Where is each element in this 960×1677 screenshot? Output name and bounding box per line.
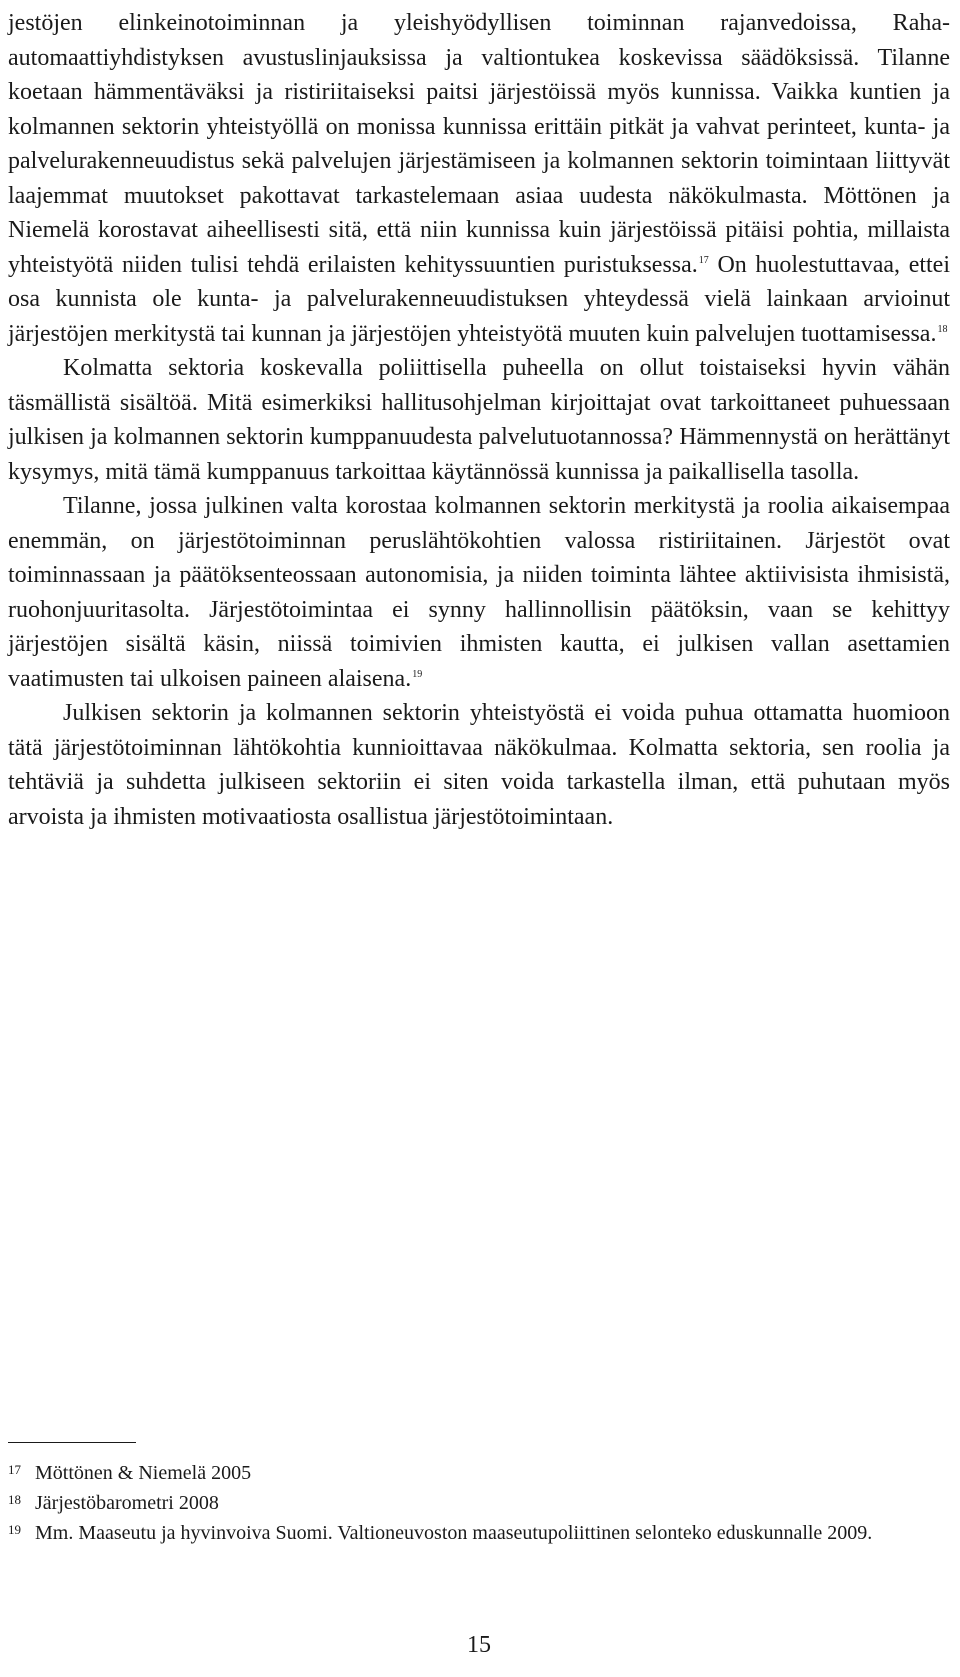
body-paragraph xyxy=(8,489,950,696)
footnote-number: 17 xyxy=(8,1462,21,1477)
footnote-item xyxy=(8,1488,950,1518)
footnote-number: 18 xyxy=(8,1492,21,1507)
footnote-reference: 19 xyxy=(412,668,423,680)
paragraph-text: Julkisen sektorin ja kolmannen sektorin yhteistyöstä ei voida puhua ottamatta huomioon tätä järjestötoiminnan lähtökohtia kunnioittavaa näkökulmaa. Kolmatta sektoria, sen roolia ja tehtäviä ja suhdetta julkiseen sektoriin ei siten voida tarkastella ilman, että puhutaan myös arvoista ja ihmisten motivaatiosta osallistua järjestötoimintaan. xyxy=(8,700,950,830)
body-paragraph xyxy=(8,6,950,351)
body-paragraph xyxy=(8,351,950,489)
footnote-reference: 17 xyxy=(698,254,709,266)
document-page xyxy=(8,0,950,1677)
footnote-text: Mm. Maaseutu ja hyvinvoiva Suomi. Valtioneuvoston maaseutupoliittinen selonteko eduskunnalle 2009. xyxy=(35,1522,873,1544)
footnote-item xyxy=(8,1518,950,1548)
paragraph-text: On huolestuttavaa, ettei osa kunnista ole kunta- ja palvelurakenneuudistuksen yhteydessä vielä lainkaan arvioinut järjestöjen merkitystä tai kunnan ja järjestöjen yhteistyötä muuten kuin palvelujen tuottamisessa. xyxy=(8,251,951,347)
body-paragraph xyxy=(8,696,950,834)
paragraph-text: jestöjen elinkeinotoiminnan ja yleishyödyllisen toiminnan rajanvedoissa, Rahaautomaattiyhdistyksen avustuslinjauksissa ja valtiontukea koskevissa säädöksissä. Tilanne koetaan hämmentäväksi ja ristiriitaiseksi paitsi järjestöissä myös kunnissa. Vaikka kuntien ja kolmannen sektorin yhteistyöllä on monissa kunnissa erittäin pitkät ja vahvat perinteet, kunta- ja palvelurakenneuudistus sekä palvelujen järjestämiseen ja kolmannen sektorin toimintaan liittyvät laajemmat muutokset pakottavat tarkastelemaan asiaa uudesta näkökulmasta. Möttönen ja Niemelä korostavat aiheellisesti sitä, että niin kunnissa kuin järjestöissä pitäisi pohtia, millaista yhteistyötä niiden tulisi tehdä erilaisten kehityssuuntien puristuksessa. xyxy=(8,10,950,278)
paragraph-text: Kolmatta sektoria koskevalla poliittisella puheella on ollut toistaiseksi hyvin vähän täsmällistä sisältöä. Mitä esimerkiksi hallitusohjelman kirjoittajat ovat tarkoittaneet puhuessaan julkisen ja kolmannen sektorin kumppanuudesta palvelutuotannossa? Hämmennystä on herättänyt kysymys, mitä tämä kumppanuus tarkoittaa käytännössä kunnissa ja paikallisella tasolla. xyxy=(8,355,950,485)
footnote-number: 19 xyxy=(8,1522,21,1537)
footnote-item xyxy=(8,1458,950,1488)
footnotes xyxy=(8,1458,950,1548)
footnote-divider xyxy=(8,1442,136,1443)
body-text xyxy=(8,6,950,834)
page-number: 15 xyxy=(467,1632,491,1658)
footnote-text: Möttönen & Niemelä 2005 xyxy=(35,1462,252,1484)
paragraph-text: Tilanne, jossa julkinen valta korostaa kolmannen sektorin merkitystä ja roolia aikaisempaa enemmän, on järjestötoiminnan peruslähtökohtien valossa ristiriitainen. Järjestöt ovat toiminnassaan ja päätöksenteossaan autonomisia, ja niiden toiminta lähtee aktiivisista ihmisistä, ruohonjuuritasolta. Järjestötoimintaa ei synny hallinnollisin päätöksin, vaan se kehittyy järjestöjen sisältä käsin, niissä toimivien ihmisten kautta, ei julkisen vallan asettamien vaatimusten tai ulkoisen paineen alaisena. xyxy=(8,493,950,692)
footnote-reference: 18 xyxy=(937,323,948,335)
footnote-text: Järjestöbarometri 2008 xyxy=(35,1492,219,1514)
